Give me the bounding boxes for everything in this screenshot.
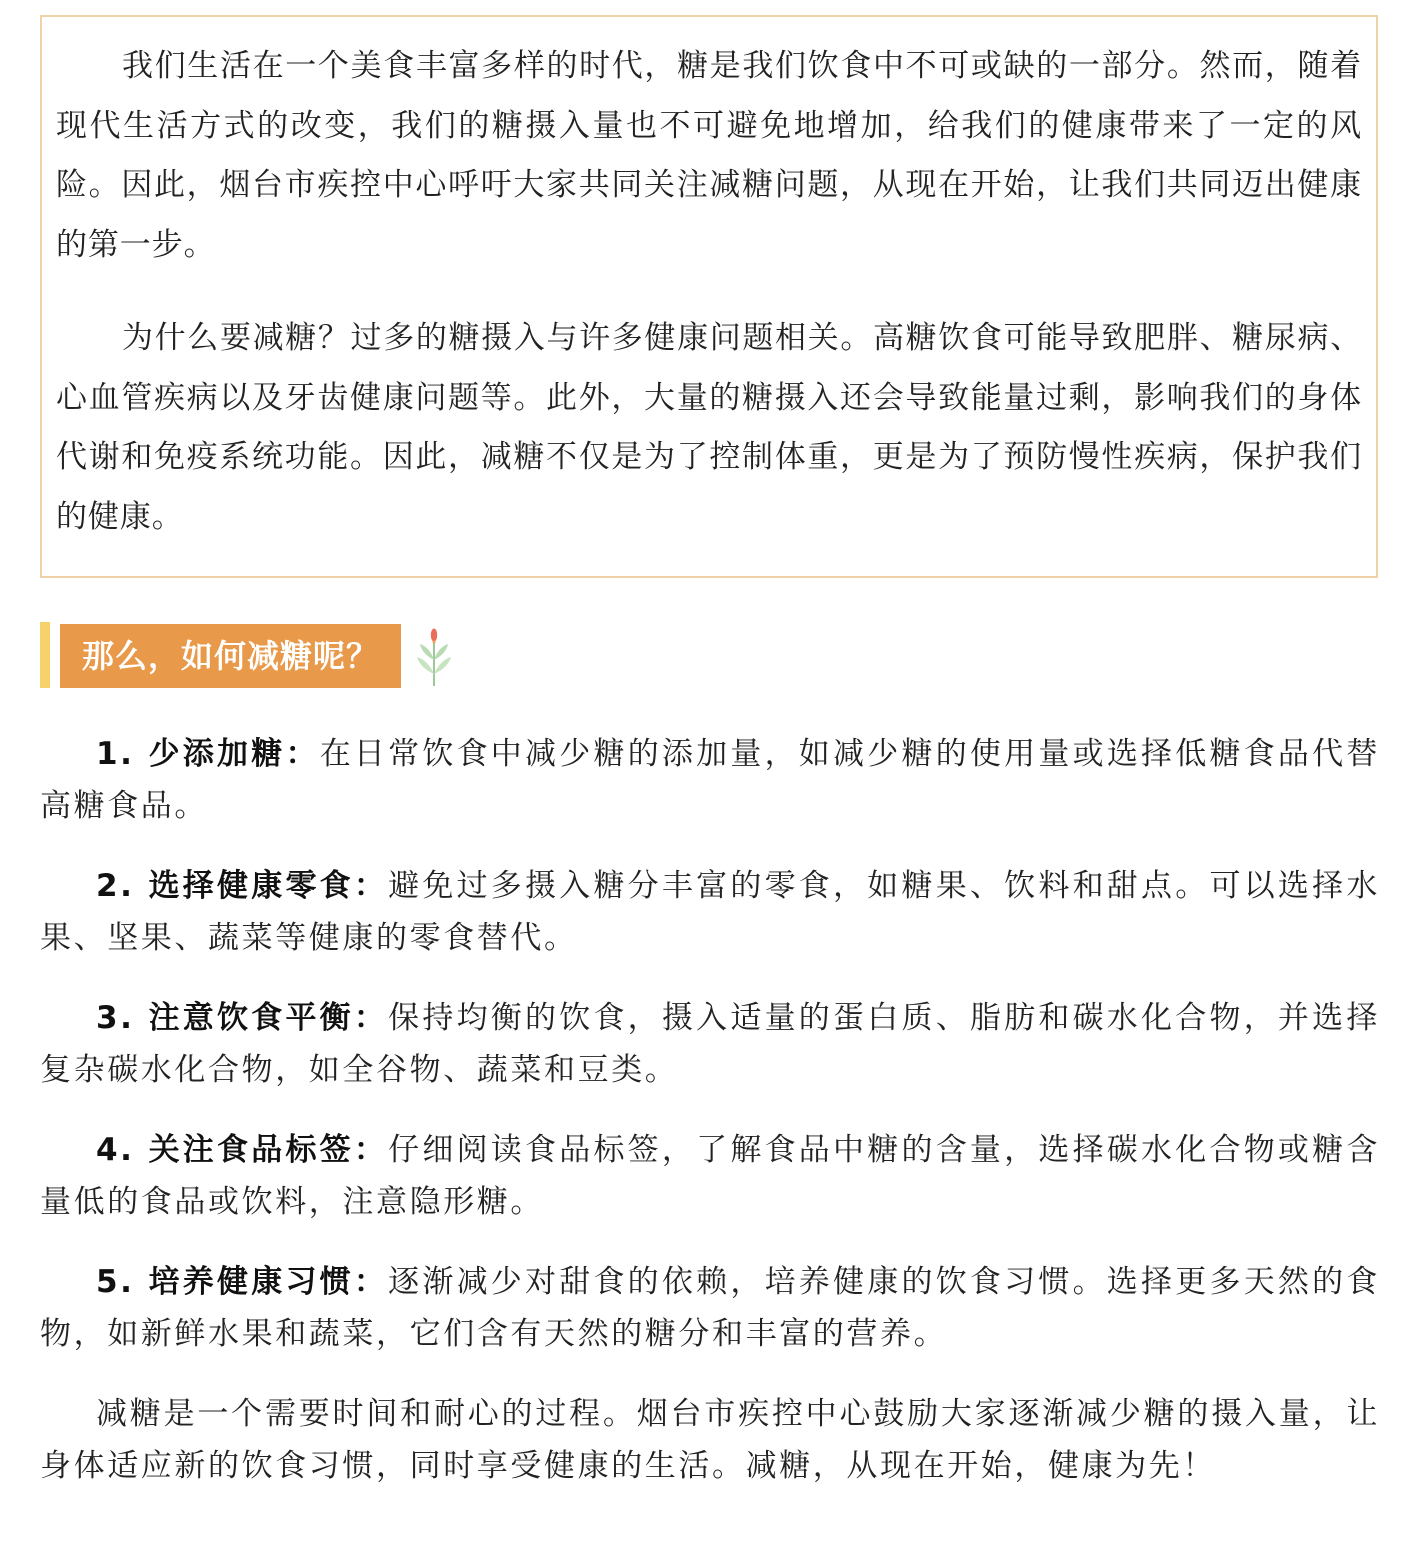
closing-paragraph: 减糖是一个需要时间和耐心的过程。烟台市疾控中心鼓励大家逐渐减少糖的摄入量，让身体适应新的饮食习惯，同时享受健康的生活。减糖，从现在开始，健康为先！ <box>40 1396 1380 1484</box>
tip-title: 培养健康习惯： <box>148 1264 389 1300</box>
intro-paragraph: 我们生活在一个美食丰富多样的时代，糖是我们饮食中不可或缺的一部分。然而，随着现代生活方式的改变，我们的糖摄入量也不可避免地增加，给我们的健康带来了一定的风险。因此，烟台市疾控中心呼吁大家共同关注减糖问题，从现在开始，让我们共同迈出健康的第一步。 <box>56 48 1362 263</box>
tip-title: 选择健康零食： <box>148 868 389 904</box>
tip-text: 在日常饮食中减少糖的添加量，如减少糖的使用量或选择低糖食品代替高糖食品。 <box>40 736 1380 824</box>
tip-number: 2. <box>96 868 149 904</box>
tip-item <box>40 992 1380 1096</box>
tip-item <box>40 860 1380 964</box>
tip-text: 仔细阅读食品标签，了解食品中糖的含量，选择碳水化合物或糖含量低的食品或饮料，注意隐形糖。 <box>40 1132 1380 1220</box>
tip-title: 注意饮食平衡： <box>148 1000 389 1036</box>
tip-text: 逐渐减少对甜食的依赖，培养健康的饮食习惯。选择更多天然的食物，如新鲜水果和蔬菜，它们含有天然的糖分和丰富的营养。 <box>40 1264 1380 1352</box>
tip-item <box>40 1124 1380 1228</box>
tip-number: 3. <box>96 1000 149 1036</box>
tip-number: 5. <box>96 1264 149 1300</box>
tip-title: 关注食品标签： <box>148 1132 389 1168</box>
tip-text: 保持均衡的饮食，摄入适量的蛋白质、脂肪和碳水化合物，并选择复杂碳水化合物，如全谷物、蔬菜和豆类。 <box>40 1000 1380 1088</box>
tip-text: 避免过多摄入糖分丰富的零食，如糖果、饮料和甜点。可以选择水果、坚果、蔬菜等健康的零食替代。 <box>40 868 1380 956</box>
heading-accent-bar <box>40 622 50 688</box>
intro-box <box>40 15 1378 578</box>
tip-item <box>40 728 1380 832</box>
sprout-icon <box>414 626 454 688</box>
tip-number: 4. <box>96 1132 149 1168</box>
intro-paragraph: 为什么要减糖？过多的糖摄入与许多健康问题相关。高糖饮食可能导致肥胖、糖尿病、心血管疾病以及牙齿健康问题等。此外，大量的糖摄入还会导致能量过剩，影响我们的身体代谢和免疫系统功能。因此，减糖不仅是为了控制体重，更是为了预防慢性疾病，保护我们的健康。 <box>56 320 1362 535</box>
section-heading-label: 那么，如何减糖呢？ <box>60 624 401 688</box>
tip-title: 少添加糖： <box>148 736 320 772</box>
tip-item <box>40 1256 1380 1360</box>
tips-list <box>40 728 1380 1520</box>
tip-number: 1. <box>96 736 149 772</box>
